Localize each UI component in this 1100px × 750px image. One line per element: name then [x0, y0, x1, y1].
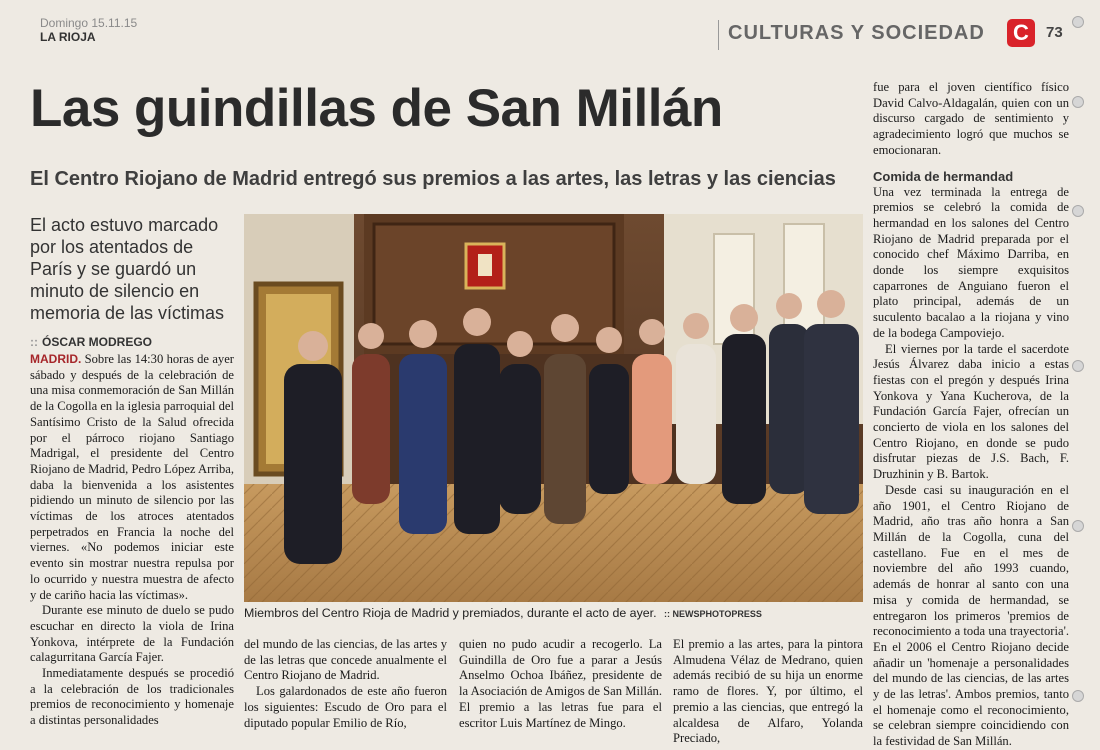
photo-caption: [244, 606, 863, 620]
paragraph: del mundo de las ciencias, de las artes y de las letras que concede anualmente el Centro Riojano de Madrid.: [244, 637, 447, 683]
photo-credit: [664, 609, 762, 619]
binder-pin-icon: [1072, 360, 1084, 372]
paragraph-text: Sobre las 14:30 horas de ayer sábado y después de la celebración de una misa conmemoración de San Millán de la Cogolla en la iglesia parroquial del Santísimo Cristo de la Salud ofrecida por el párroco riojano Santiago Madrigal, el presidente del Centro Riojano de Madrid, Pedro López Arriba, daba la bienvenida a los asistentes pidiendo un minuto de silencio por las víctimas de los atroces atentados perpetrados en Francia la noche del viernes. «No podemos iniciar este evento sin mostrar nuestra repulsa por lo ocurrido y nuestra muestra de afecto y de cariño hacia las víctimas».: [30, 352, 234, 602]
section-badge-icon: C: [1007, 19, 1035, 47]
paragraph: quien no pudo acudir a recogerlo. La Guindilla de Oro fue a parar a Jesús Anselmo Ochoa Ibáñez, presidente de la Asociación de Amigos de San Millán. El premio a las letras fue para el escritor Luis Martínez de Mingo.: [459, 637, 662, 730]
paragraph: El premio a las artes, para la pintora Almudena Vélaz de Medrano, quien además recibió de su hija un enorme ramo de flores. Y, por último, el premio a las ciencias, que entregó la alcaldesa de Alfaro, Yolanda Preciado,: [673, 637, 863, 746]
article-column-1: [30, 352, 234, 729]
binder-pin-icon: [1072, 690, 1084, 702]
group-photo-image: [244, 214, 863, 602]
newspaper-name: LA RIOJA: [40, 30, 96, 44]
issue-date: Domingo 15.11.15: [40, 16, 138, 30]
binder-pin-icon: [1072, 205, 1084, 217]
article-column-3: [459, 637, 662, 731]
headline: Las guindillas de San Millán: [30, 79, 723, 138]
article-column-2: [244, 637, 447, 731]
article-column-4: [673, 637, 863, 747]
paragraph: Inmediatamente después se procedió a la celebración de los tradicionales premios de reconocimiento y homenaje a distintas personalidades: [30, 666, 234, 728]
group-photo: [244, 214, 863, 602]
paragraph: Desde casi su inauguración en el año 1901, el Centro Riojano de Madrid, año tras año honra a San Millán de la Cogolla, cuna del castellano. Fue en el mes de noviembre del año 1993 cuando, además de honrar al santo con una misa y comida de hermandad, se entregaron los primeros 'premios de reconocimiento a toda una trayectoria'. En el 2006 el Centro Riojano decide añadir un 'homenaje a personalidades del mundo de las ciencias, de las artes y de las letras'. Ambos premios, tanto el homenaje como el reconocimiento, se celebran siempre coincidiendo con la festividad de San Millán.: [873, 482, 1069, 749]
credit-name: NEWSPHOTOPRESS: [672, 609, 762, 619]
paragraph: Una vez terminada la entrega de premios se celebró la comida de hermandad en los salones del Centro Riojano de Madrid preparada por el conocido chef Máximo Darriba, en donde los siempre exquisitos caparrones de Anguiano fueron el plato principal, además de un suculento bacalao a la riojana y vino de la bodega Campoviejo.: [873, 184, 1069, 340]
paragraph: [30, 352, 234, 603]
paragraph: fue para el joven científico físico David Calvo-Aldagalán, quien con un discurso cargado de sentimiento y agradecimiento logró que muchos se emocionaran.: [873, 80, 1069, 157]
paragraph: Los galardonados de este año fueron los siguientes: Escudo de Oro para el diputado popular Emilio de Río,: [244, 684, 447, 730]
section-title: CULTURAS Y SOCIEDAD: [728, 22, 985, 44]
binder-pin-icon: [1072, 16, 1084, 28]
paragraph: El viernes por la tarde el sacerdote Jesús Álvarez daba inicio a estas fiestas con el pregón y después Irina Yonkova y Yana Kucherova, de la Fundación García Fajer, ofrecían un concierto de viola en los salones del Centro Riojano, en donde se pudo disfrutar piezas de J.S. Bach, F. Druzhinin y B. Bartok.: [873, 341, 1069, 482]
binder-pin-icon: [1072, 520, 1084, 532]
section-subheading: Comida de hermandad: [873, 168, 1014, 184]
article-column-5: [873, 80, 1069, 750]
caption-text: Miembros del Centro Rioja de Madrid y premiados, durante el acto de ayer.: [244, 606, 657, 620]
header-divider: [718, 20, 719, 50]
byline-marker: ::: [30, 335, 38, 349]
binder-pin-icon: [1072, 96, 1084, 108]
credit-marker: ::: [664, 609, 670, 619]
dateline-place: MADRID.: [30, 352, 82, 366]
byline: [30, 335, 152, 349]
byline-author: ÓSCAR MODREGO: [42, 335, 153, 349]
paragraph: Durante ese minuto de duelo se pudo escuchar en directo la viola de Irina Yonkova, intérprete de la Fundación calagurritana García Fajer.: [30, 603, 234, 665]
lead-summary: El acto estuvo marcado por los atentados de París y se guardó un minuto de silencio en memoria de las víctimas: [30, 215, 225, 323]
page-number: 73: [1046, 24, 1063, 41]
subheadline: El Centro Riojano de Madrid entregó sus premios a las artes, las letras y las ciencias: [30, 168, 836, 190]
